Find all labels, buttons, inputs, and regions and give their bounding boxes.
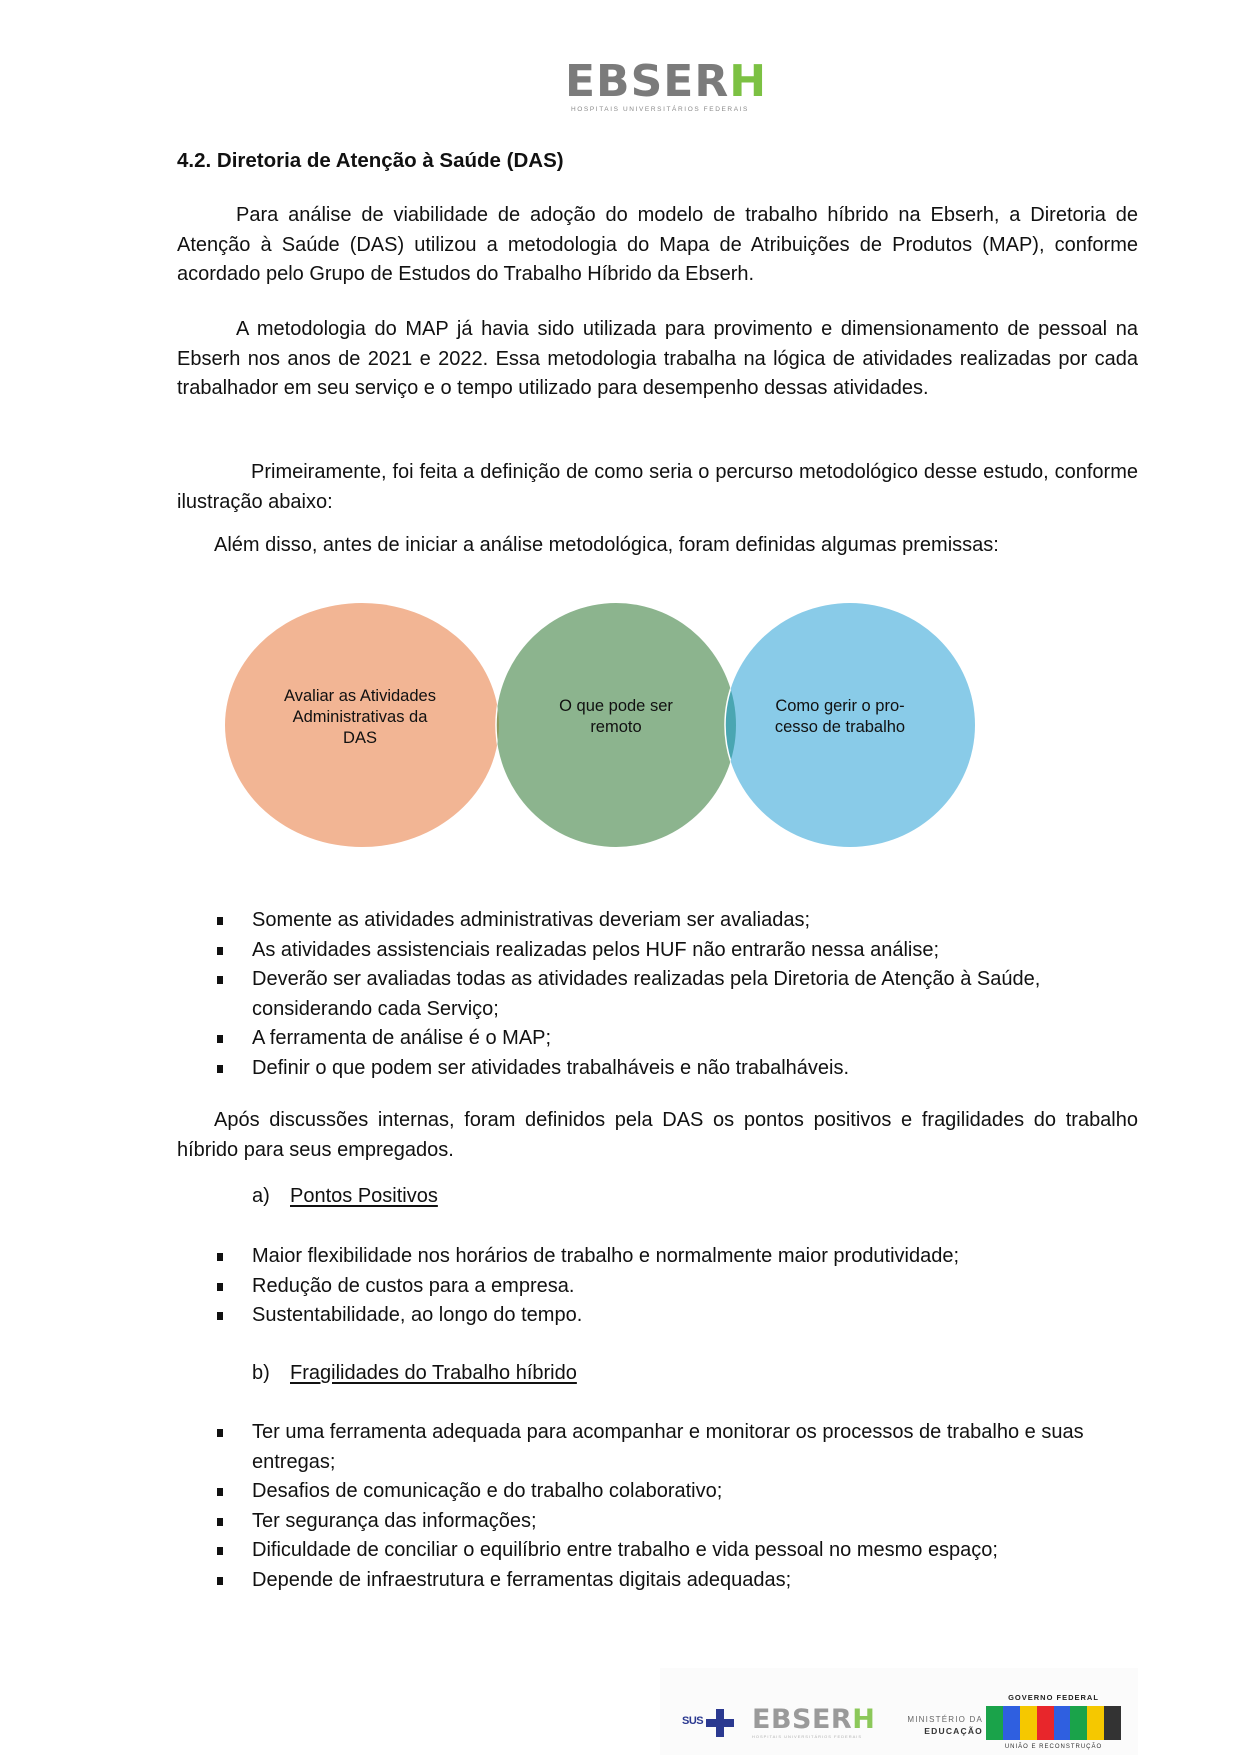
section-heading: 4.2. Diretoria de Atenção à Saúde (DAS)	[177, 149, 564, 172]
list-item-text: Sustentabilidade, ao longo do tempo.	[252, 1304, 583, 1326]
sus-logo	[682, 1709, 738, 1737]
list-item	[217, 1024, 1138, 1054]
list-item-text: Ter segurança das informações;	[252, 1509, 537, 1532]
list-item-text: Definir o que podem ser atividades trabalháveis e não trabalháveis.	[252, 1056, 850, 1079]
square-bullet-icon	[217, 1283, 223, 1291]
subheading-letter: a)	[252, 1185, 270, 1207]
circle-avaliar-label	[260, 686, 460, 749]
list-item-text: Maior flexibilidade nos horários de trabalho e normalmente maior produtividade;	[252, 1245, 960, 1267]
subheading-pontos-positivos	[252, 1183, 438, 1209]
sus-cross-icon-bar	[706, 1719, 734, 1727]
list-item	[217, 965, 1138, 1024]
list-item-text: Somente as atividades administrativas deveriam ser avaliadas;	[252, 909, 811, 931]
list-item	[217, 1272, 1138, 1302]
list-item-text: Dificuldade de conciliar o equilíbrio entre trabalho e vida pessoal no mesmo espaço;	[252, 1539, 998, 1561]
square-bullet-icon	[217, 1577, 223, 1585]
square-bullet-icon	[217, 1429, 223, 1437]
paragraph-map-methodology: A metodologia do MAP já havia sido utilizada para provimento e dimensionamento de pessoal na Ebserh nos anos de 2021 e 2022. Essa metodologia trabalha na lógica de atividades realizadas por cada trabalhador em seu serviço e o tempo utilizado para desempenho dessas atividades.	[177, 318, 1138, 399]
paragraph-intro: Para análise de viabilidade de adoção do modelo de trabalho híbrido na Ebserh, a Diretoria de Atenção à Saúde (DAS) utilizou a metodologia do Mapa de Atribuições de Produtos (MAP), conforme acordado pelo Grupo de Estudos do Trabalho Híbrido da Ebserh.	[177, 204, 1138, 285]
square-bullet-icon	[217, 917, 223, 925]
list-item-text: Desafios de comunicação e do trabalho colaborativo;	[252, 1480, 723, 1502]
square-bullet-icon	[217, 1488, 223, 1496]
square-bullet-icon	[217, 1065, 223, 1073]
ebserh-header-logo	[565, 56, 768, 113]
paragraph-premissas-intro: Além disso, antes de iniciar a análise metodológica, foram definidas algumas premissas:	[214, 534, 999, 556]
label-line: Administrativas da	[292, 708, 428, 726]
footer-ebserh-tagline: HOSPITAIS UNIVERSITÁRIOS FEDERAIS	[752, 1734, 863, 1739]
premissas-list	[217, 906, 1138, 1083]
list-item	[217, 1566, 1138, 1596]
logo-tagline: HOSPITAIS UNIVERSITÁRIOS FEDERAIS	[570, 106, 749, 113]
label-line: DAS	[343, 729, 377, 747]
list-item-text: Redução de custos para a empresa.	[252, 1274, 575, 1297]
footer-ebserh-wordmark	[752, 1706, 882, 1733]
square-bullet-icon	[217, 947, 223, 955]
governo-federal-logo	[986, 1692, 1121, 1752]
circle-remoto-label	[526, 696, 706, 738]
subheading-title: Fragilidades do Trabalho híbrido	[290, 1362, 577, 1384]
list-item-text: A ferramenta de análise é o MAP;	[252, 1027, 552, 1049]
paragraph-after-discussion: Após discussões internas, foram definidos pela DAS os pontos positivos e fragilidades do trabalho híbrido para seus empregados.	[177, 1109, 1138, 1161]
subheading-title: Pontos Positivos	[290, 1185, 438, 1207]
label-line: cesso de trabalho	[774, 718, 906, 736]
list-item-text: Deverão ser avaliadas todas as atividades realizadas pela Diretoria de Atenção à Saúde, considerando cada Serviço;	[252, 968, 1041, 1020]
list-item	[217, 936, 1138, 966]
square-bullet-icon	[217, 1312, 223, 1320]
label-line: O que pode ser	[559, 697, 673, 715]
list-item-text: As atividades assistenciais realizadas pelos HUF não entrarão nessa análise;	[252, 938, 940, 961]
paragraph-percurso: Primeiramente, foi feita a definição de como seria o percurso metodológico desse estudo, conforme ilustração abaixo:	[177, 461, 1138, 513]
list-item-text: Depende de infraestrutura e ferramentas digitais adequadas;	[252, 1568, 792, 1591]
footer-ebserh-main: EBSER	[752, 1704, 853, 1735]
list-item	[217, 1054, 1138, 1084]
pontos-positivos-list	[217, 1242, 1138, 1331]
label-line: Avaliar as Atividades	[284, 687, 436, 705]
ministerio-line2: EDUCAÇÃO	[924, 1726, 983, 1736]
governo-federal-label: GOVERNO FEDERAL	[1008, 1693, 1099, 1702]
list-item-text: Ter uma ferramenta adequada para acompanhar e monitorar os processos de trabalho e suas entregas;	[252, 1421, 1084, 1473]
square-bullet-icon	[217, 1547, 223, 1555]
list-item	[217, 1536, 1138, 1566]
footer-ebserh-accent: H	[852, 1704, 876, 1735]
list-item	[217, 1507, 1138, 1537]
logo-wordmark	[565, 56, 768, 107]
footer-ebserh-logo	[752, 1706, 882, 1739]
subheading-fragilidades	[252, 1360, 577, 1386]
circle-gerir-label	[745, 696, 935, 738]
label-line: remoto	[590, 718, 642, 736]
ministerio-line1: MINISTÉRIO DA	[907, 1715, 983, 1724]
venn-diagram	[220, 598, 980, 853]
logo-word-accent: H	[729, 56, 768, 107]
fragilidades-list	[217, 1418, 1138, 1595]
square-bullet-icon	[217, 976, 223, 984]
list-item	[217, 1477, 1138, 1507]
label-line: Como gerir o pro-	[775, 697, 905, 715]
square-bullet-icon	[217, 1253, 223, 1261]
subheading-letter: b)	[252, 1362, 270, 1384]
list-item	[217, 906, 1138, 936]
square-bullet-icon	[217, 1518, 223, 1526]
list-item	[217, 1418, 1138, 1477]
list-item	[217, 1242, 1138, 1272]
sus-label: SUS	[682, 1715, 704, 1727]
square-bullet-icon	[217, 1035, 223, 1043]
brasil-wordmark-icon	[986, 1706, 1121, 1740]
ministerio-educacao-logo	[888, 1714, 983, 1737]
list-item	[217, 1301, 1138, 1331]
uniao-reconstrucao-label: UNIÃO E RECONSTRUÇÃO	[1004, 1744, 1103, 1750]
logo-word-main: EBSER	[565, 56, 730, 107]
